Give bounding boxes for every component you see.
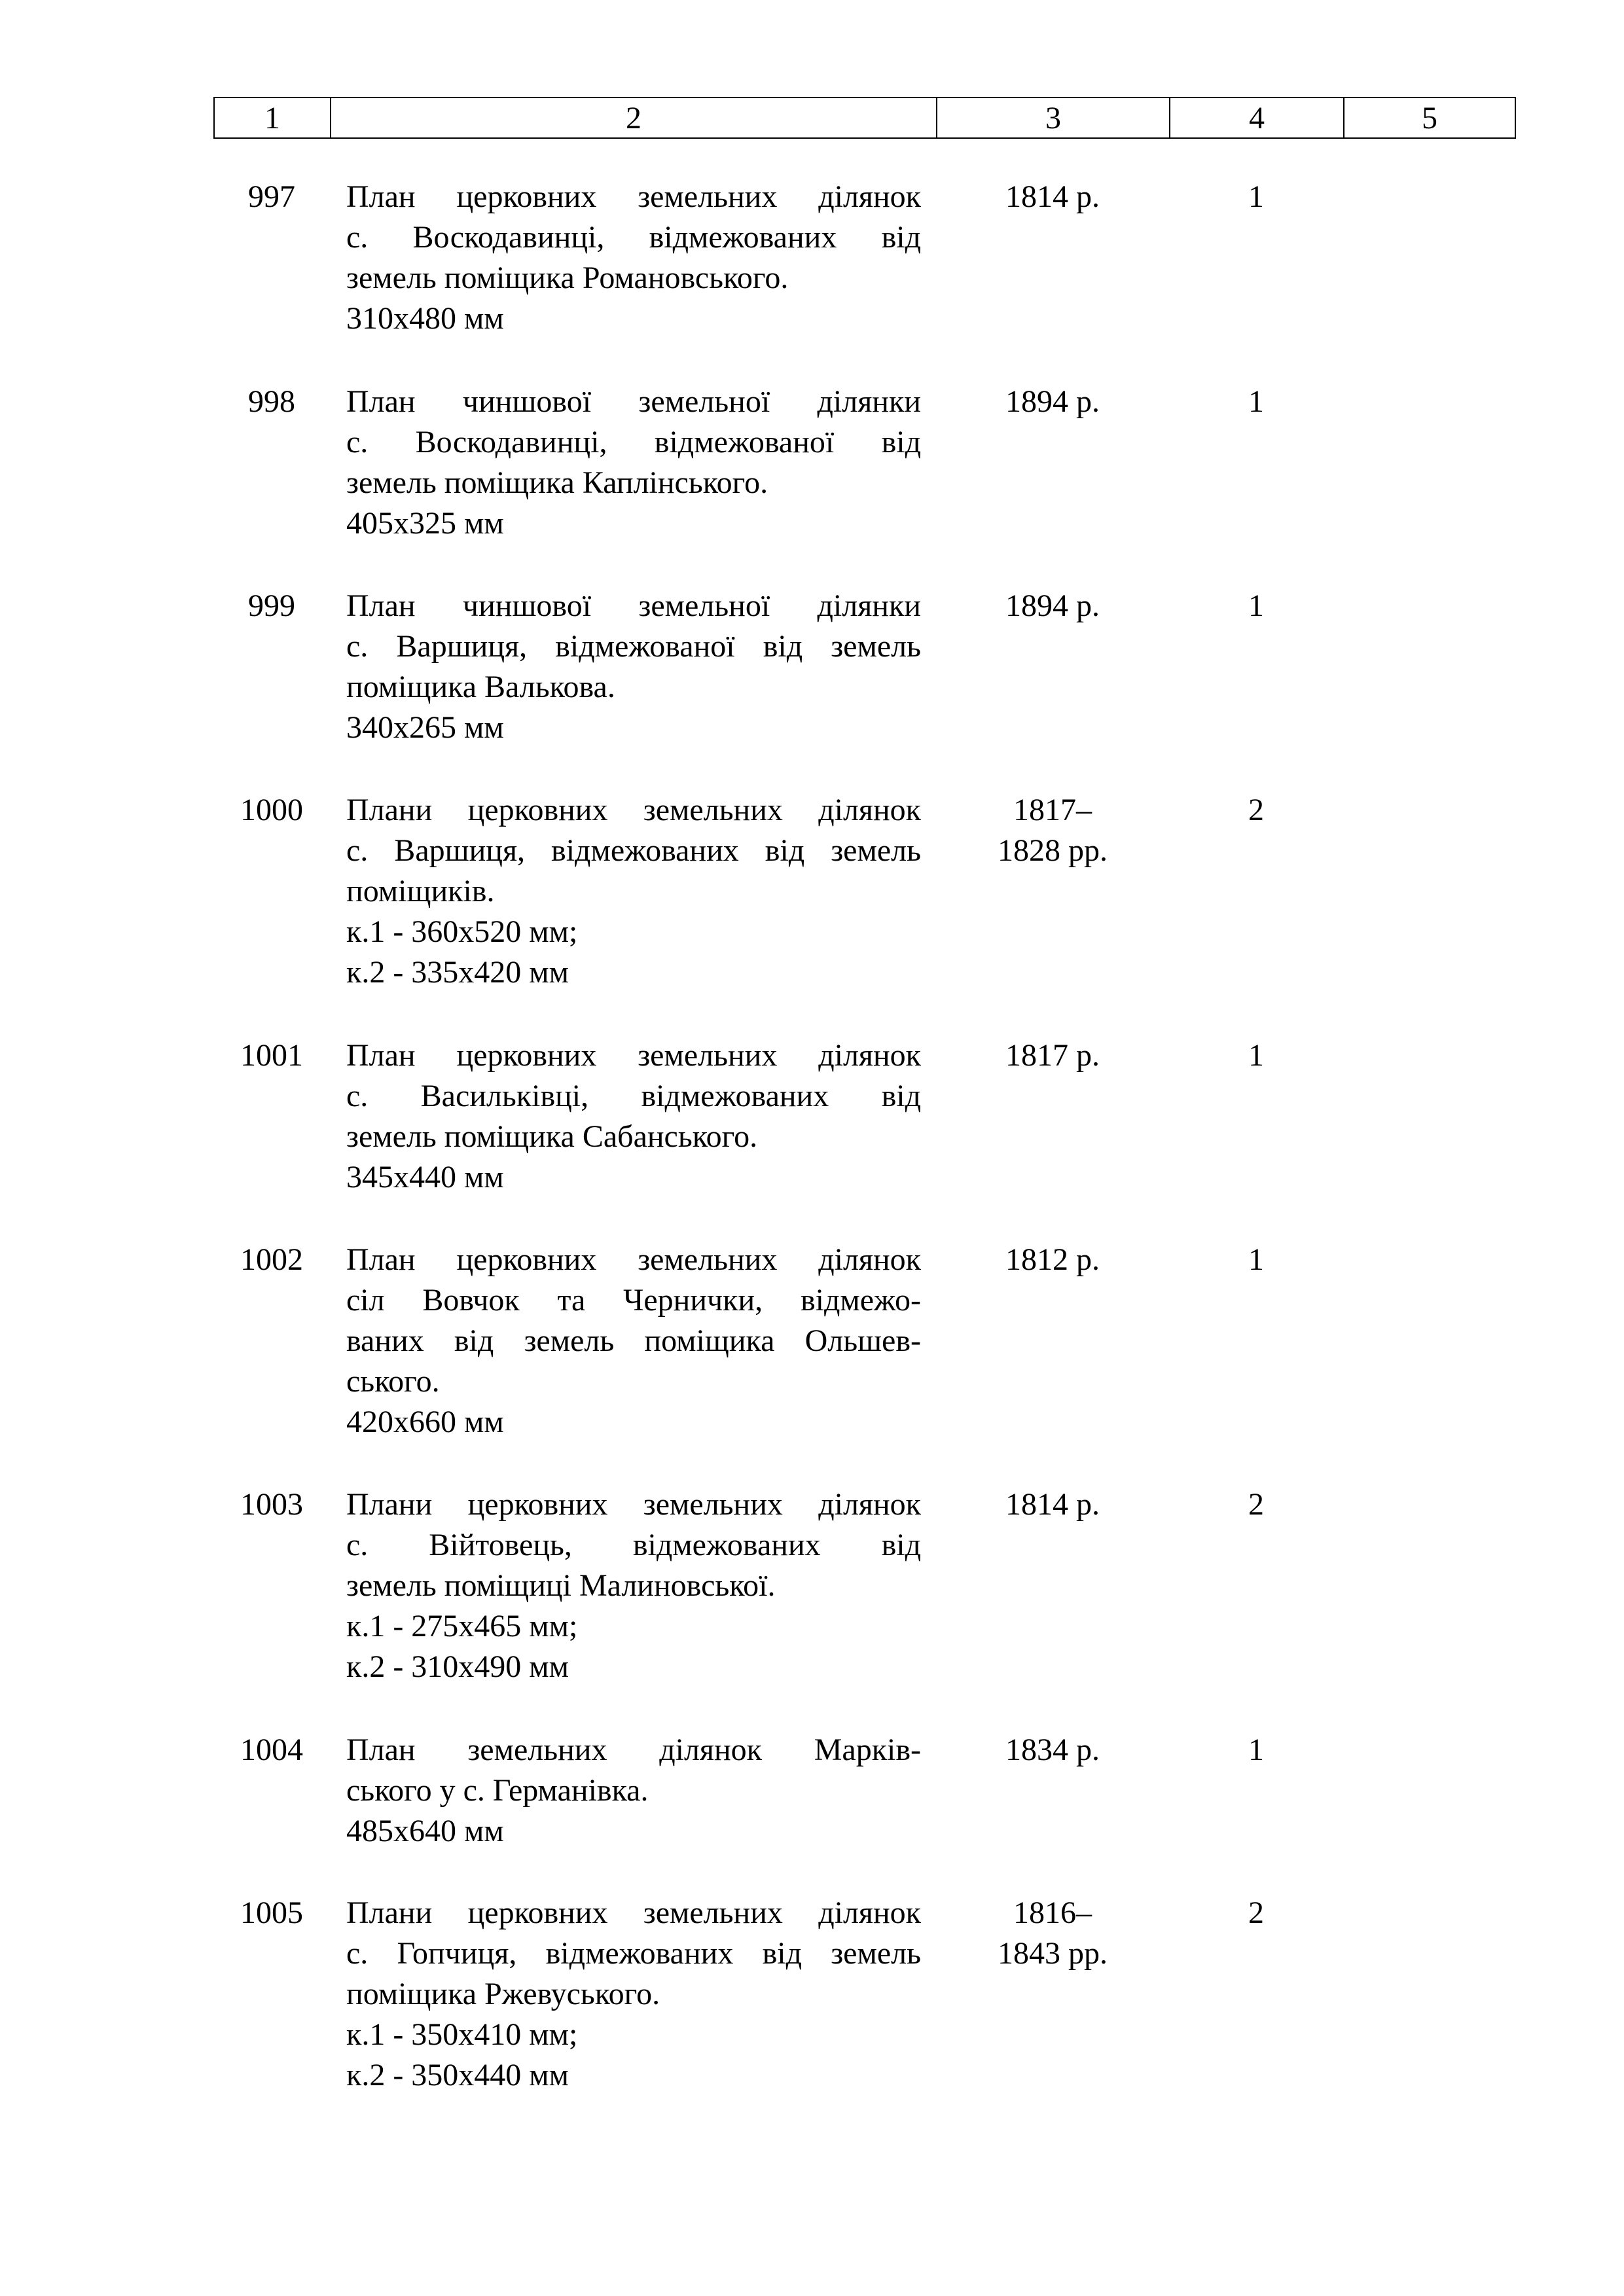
entry-number: 1000 xyxy=(240,793,303,827)
description-line: Плани церковних земельних ділянок xyxy=(346,1895,921,1930)
description-line: Плани церковних земельних ділянок xyxy=(346,1487,921,1522)
entry-number: 1003 xyxy=(240,1487,303,1522)
entry-date xyxy=(936,1893,1169,1974)
date-line: 1817– xyxy=(1013,793,1092,827)
dimensions-line: 405х325 мм xyxy=(346,506,504,541)
description-line: с. Варшиця, відмежованої від земель xyxy=(346,629,921,664)
entry-description xyxy=(346,790,921,993)
description-line: с. Васильківці, відмежованих від xyxy=(346,1079,921,1113)
entry-description xyxy=(346,382,921,544)
description-line: План чиншової земельної ділянки xyxy=(346,588,921,623)
description-line: ського у с. Германівка. xyxy=(346,1773,649,1808)
description-line: ваних від земель поміщика Ольшев- xyxy=(346,1323,921,1358)
date-line: 1843 рр. xyxy=(998,1936,1108,1971)
dimensions-line: к.1 - 360х520 мм; xyxy=(346,914,578,949)
date-line: 1828 рр. xyxy=(998,833,1108,868)
entry-description xyxy=(346,177,921,339)
description-line: поміщиків. xyxy=(346,874,495,908)
description-line: с. Воскодавинці, відмежованої від xyxy=(346,425,921,459)
entry-number: 997 xyxy=(248,179,295,214)
entry-sheet-count: 1 xyxy=(1248,1732,1264,1767)
column-header-4: 4 xyxy=(1170,98,1344,137)
entry-sheet-count: 1 xyxy=(1248,1038,1264,1073)
dimensions-line: к.1 - 350х410 мм; xyxy=(346,2017,578,2052)
entry-sheet-count: 1 xyxy=(1248,1242,1264,1277)
date-line: 1816– xyxy=(1013,1895,1092,1930)
entry-number: 999 xyxy=(248,588,295,623)
column-header-3: 3 xyxy=(937,98,1170,137)
entry-description xyxy=(346,1240,921,1443)
description-line: земель поміщика Романовського. xyxy=(346,260,789,295)
description-line: с. Воскодавинці, відмежованих від xyxy=(346,220,921,255)
description-line: План земельних ділянок Марків- xyxy=(346,1732,921,1767)
entry-date xyxy=(936,382,1169,422)
entry-number: 998 xyxy=(248,384,295,419)
description-line: земель поміщика Сабанського. xyxy=(346,1119,758,1154)
entry-description xyxy=(346,1893,921,2096)
date-line: 1894 р. xyxy=(1005,384,1100,419)
entry-sheet-count: 2 xyxy=(1248,1487,1264,1522)
entry-description xyxy=(346,1035,921,1198)
entry-description xyxy=(346,1730,921,1852)
date-line: 1814 р. xyxy=(1005,1487,1100,1522)
description-line: План церковних земельних ділянок xyxy=(346,1038,921,1073)
entry-sheet-count: 1 xyxy=(1248,384,1264,419)
dimensions-line: к.2 - 335х420 мм xyxy=(346,955,569,990)
description-line: с. Гопчиця, відмежованих від земель xyxy=(346,1936,921,1971)
dimensions-line: 420х660 мм xyxy=(346,1405,504,1439)
description-line: сіл Вовчок та Чернички, відмежо- xyxy=(346,1283,921,1318)
description-line: поміщика Валькова. xyxy=(346,670,615,704)
description-line: Плани церковних земельних ділянок xyxy=(346,793,921,827)
description-line: План церковних земельних ділянок xyxy=(346,179,921,214)
column-header-1: 1 xyxy=(215,98,331,137)
entry-description xyxy=(346,586,921,748)
description-line: поміщика Ржевуського. xyxy=(346,1977,660,2011)
dimensions-line: 310х480 мм xyxy=(346,301,504,336)
entry-date xyxy=(936,790,1169,871)
column-header-row xyxy=(213,97,1516,139)
date-line: 1812 р. xyxy=(1005,1242,1100,1277)
entry-number: 1005 xyxy=(240,1895,303,1930)
dimensions-line: к.2 - 310х490 мм xyxy=(346,1649,569,1684)
date-line: 1894 р. xyxy=(1005,588,1100,623)
entry-sheet-count: 2 xyxy=(1248,793,1264,827)
description-line: земель поміщика Каплінського. xyxy=(346,465,768,500)
description-line: с. Варшиця, відмежованих від земель xyxy=(346,833,921,868)
column-header-2: 2 xyxy=(331,98,937,137)
entry-date xyxy=(936,586,1169,626)
entry-date xyxy=(936,1240,1169,1280)
dimensions-line: к.1 - 275х465 мм; xyxy=(346,1609,578,1643)
entry-sheet-count: 1 xyxy=(1248,179,1264,214)
description-line: План церковних земельних ділянок xyxy=(346,1242,921,1277)
description-line: План чиншової земельної ділянки xyxy=(346,384,921,419)
description-line: ського. xyxy=(346,1364,440,1399)
description-line: земель поміщиці Малиновської. xyxy=(346,1568,776,1603)
description-line: с. Війтовець, відмежованих від xyxy=(346,1528,921,1562)
date-line: 1814 р. xyxy=(1005,179,1100,214)
entry-description xyxy=(346,1484,921,1687)
entry-date xyxy=(936,177,1169,217)
dimensions-line: 340х265 мм xyxy=(346,710,504,745)
entry-date xyxy=(936,1484,1169,1525)
dimensions-line: к.2 - 350х440 мм xyxy=(346,2058,569,2092)
date-line: 1817 р. xyxy=(1005,1038,1100,1073)
dimensions-line: 485х640 мм xyxy=(346,1814,504,1848)
entry-sheet-count: 1 xyxy=(1248,588,1264,623)
date-line: 1834 р. xyxy=(1005,1732,1100,1767)
entry-number: 1004 xyxy=(240,1732,303,1767)
entry-sheet-count: 2 xyxy=(1248,1895,1264,1930)
entry-date xyxy=(936,1730,1169,1770)
dimensions-line: 345х440 мм xyxy=(346,1160,504,1194)
entry-number: 1001 xyxy=(240,1038,303,1073)
entry-date xyxy=(936,1035,1169,1076)
column-header-5: 5 xyxy=(1422,100,1437,135)
entry-number: 1002 xyxy=(240,1242,303,1277)
